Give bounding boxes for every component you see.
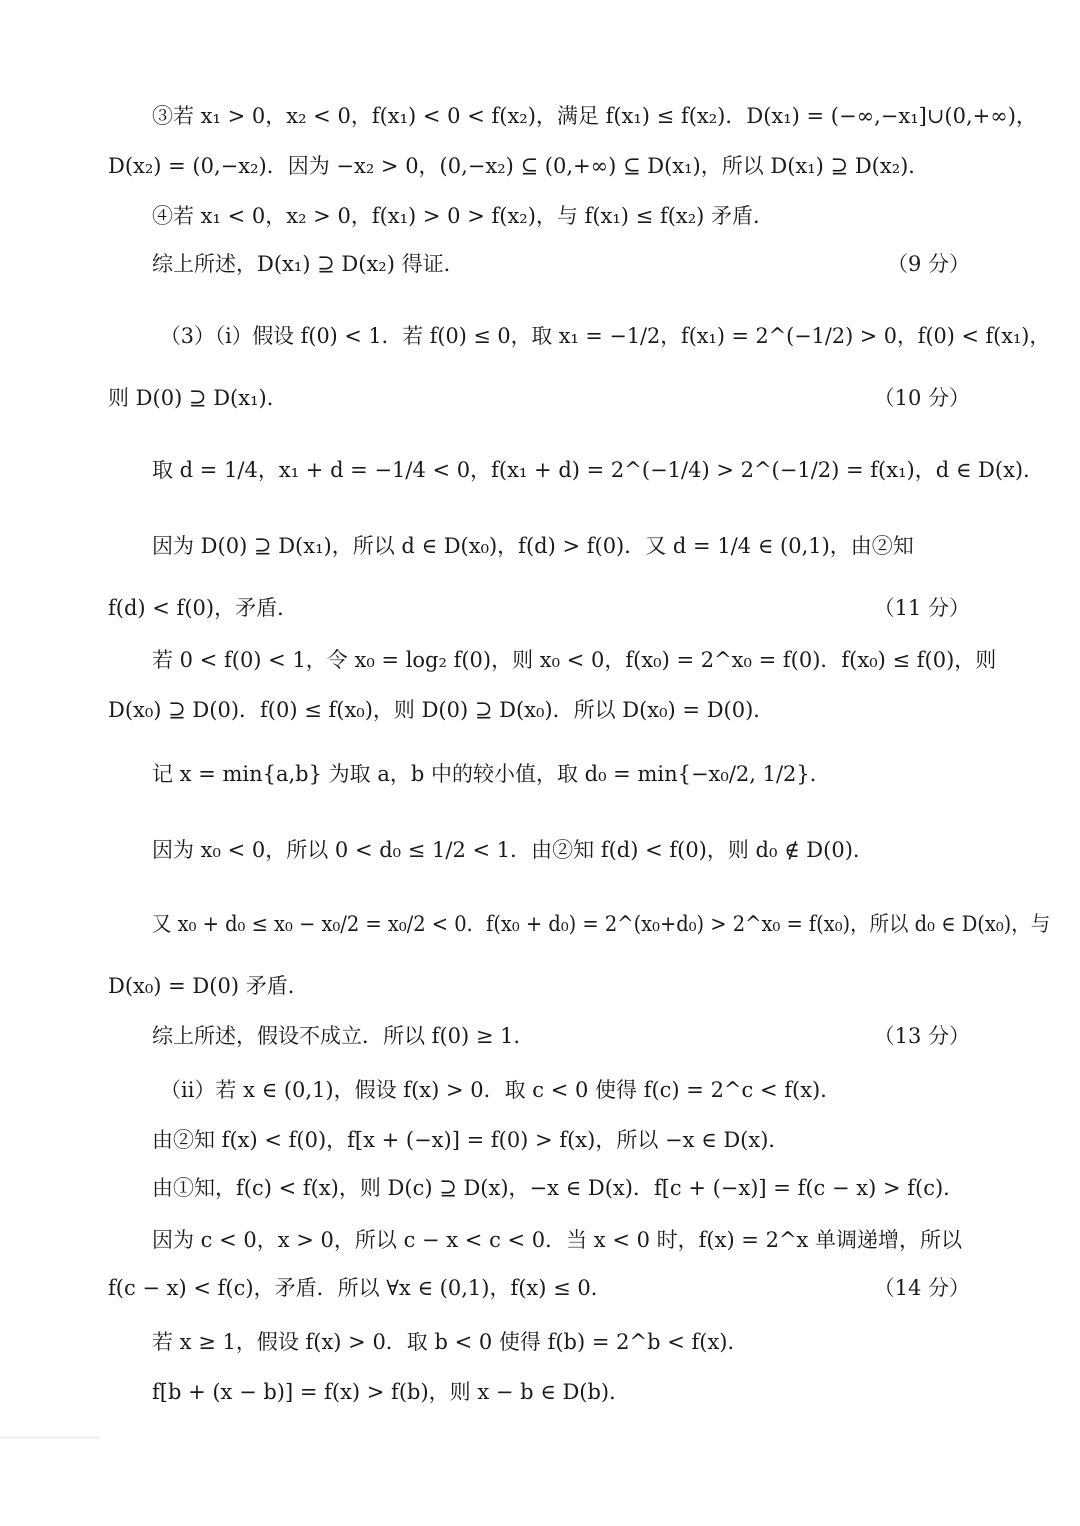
line-text: 因为 D(0) ⊇ D(x₁)，所以 d ∈ D(x₀)，f(d) > f(0)．又 d = 1/4 ∈ (0,1)，由②知 xyxy=(152,534,914,558)
line-text: D(x₀) ⊇ D(0)．f(0) ≤ f(x₀)，则 D(0) ⊇ D(x₀)．所以 D(x₀) = D(0)． xyxy=(108,698,775,722)
line-text: 综上所述，D(x₁) ⊇ D(x₂) 得证． xyxy=(152,252,465,276)
line-text: （ⅱ）若 x ∈ (0,1)，假设 f(x) > 0．取 c < 0 使得 f(c) = 2^c < f(x)． xyxy=(160,1078,842,1102)
proof-line xyxy=(0,1120,1080,1160)
line-text: ④若 x₁ < 0，x₂ > 0，f(x₁) > 0 > f(x₂)，与 f(x₁) ≤ f(x₂) 矛盾． xyxy=(152,204,775,228)
line-text: 因为 c < 0，x > 0，所以 c − x < c < 0．当 x < 0 时，f(x) = 2^x 单调递增，所以 xyxy=(152,1228,963,1252)
proof-line xyxy=(0,640,1080,680)
proof-line xyxy=(0,1268,1080,1308)
proof-line xyxy=(0,1168,1080,1208)
line-text: （3）（ⅰ）假设 f(0) < 1．若 f(0) ≤ 0，取 x₁ = −1/2，f(x₁) = 2^(−1/2) > 0，f(0) < f(x₁)， xyxy=(160,324,1051,348)
line-text: 取 d = 1/4，x₁ + d = −1/4 < 0，f(x₁ + d) = 2^(−1/4) > 2^(−1/2) = f(x₁)，d ∈ D(x)． xyxy=(152,458,1045,482)
score-label: （14 分） xyxy=(873,1276,970,1300)
proof-line xyxy=(0,244,1080,284)
line-text: f(d) < f(0)，矛盾． xyxy=(108,596,299,620)
proof-line xyxy=(0,316,1080,356)
line-text: D(x₂) = (0,−x₂)．因为 −x₂ > 0，(0,−x₂) ⊆ (0,+∞) ⊆ D(x₁)，所以 D(x₁) ⊇ D(x₂)． xyxy=(108,154,930,178)
proof-line xyxy=(0,1220,1080,1260)
line-text: 记 x = min{a,b} 为取 a，b 中的较小值，取 d₀ = min{−x₀/2, 1/2}． xyxy=(152,762,831,786)
line-text: 因为 x₀ < 0，所以 0 < d₀ ≤ 1/2 < 1．由②知 f(d) < f(0)，则 d₀ ∉ D(0)． xyxy=(152,838,874,862)
proof-line xyxy=(0,966,1080,1006)
proof-line xyxy=(0,1016,1080,1056)
line-text: 则 D(0) ⊇ D(x₁)． xyxy=(108,386,288,410)
proof-line xyxy=(0,96,1080,136)
line-text: 综上所述，假设不成立．所以 f(0) ≥ 1． xyxy=(152,1024,535,1048)
line-text: 由①知，f(c) < f(x)，则 D(c) ⊇ D(x)，−x ∈ D(x)．f[c + (−x)] = f(c − x) > f(c)． xyxy=(152,1176,965,1200)
proof-line xyxy=(0,1070,1080,1110)
score-label: （11 分） xyxy=(873,596,970,620)
line-text: f[b + (x − b)] = f(x) > f(b)，则 x − b ∈ D(b)． xyxy=(152,1380,631,1404)
proof-line xyxy=(0,196,1080,236)
proof-line xyxy=(0,904,1080,944)
score-label: （10 分） xyxy=(873,386,970,410)
line-text: f(c − x) < f(c)，矛盾．所以 ∀x ∈ (0,1)，f(x) ≤ 0． xyxy=(108,1276,612,1300)
proof-line xyxy=(0,146,1080,186)
proof-line xyxy=(0,1372,1080,1412)
line-text: D(x₀) = D(0) 矛盾． xyxy=(108,974,309,998)
scan-artifact xyxy=(0,1436,100,1439)
line-text: 由②知 f(x) < f(0)，f[x + (−x)] = f(0) > f(x)，所以 −x ∈ D(x)． xyxy=(152,1128,790,1152)
line-text: 若 0 < f(0) < 1，令 x₀ = log₂ f(0)，则 x₀ < 0，f(x₀) = 2^x₀ = f(0)．f(x₀) ≤ f(0)，则 xyxy=(152,648,997,672)
line-text: 又 x₀ + d₀ ≤ x₀ − x₀/2 = x₀/2 < 0．f(x₀ + d₀) = 2^(x₀+d₀) > 2^x₀ = f(x₀)，所以 d₀ ∈ D(x₀)，与 xyxy=(152,912,1051,936)
proof-line xyxy=(0,450,1080,490)
proof-line xyxy=(0,1322,1080,1362)
proof-line xyxy=(0,588,1080,628)
proof-line xyxy=(0,690,1080,730)
proof-line xyxy=(0,830,1080,870)
line-text: ③若 x₁ > 0，x₂ < 0，f(x₁) < 0 < f(x₂)，满足 f(x₁) ≤ f(x₂)．D(x₁) = (−∞,−x₁]∪(0,+∞)， xyxy=(152,104,1037,128)
proof-line xyxy=(0,378,1080,418)
line-text: 若 x ≥ 1，假设 f(x) > 0．取 b < 0 使得 f(b) = 2^b < f(x)． xyxy=(152,1330,749,1354)
score-label: （9 分） xyxy=(886,252,970,276)
proof-line xyxy=(0,526,1080,566)
score-label: （13 分） xyxy=(873,1024,970,1048)
proof-line xyxy=(0,754,1080,794)
